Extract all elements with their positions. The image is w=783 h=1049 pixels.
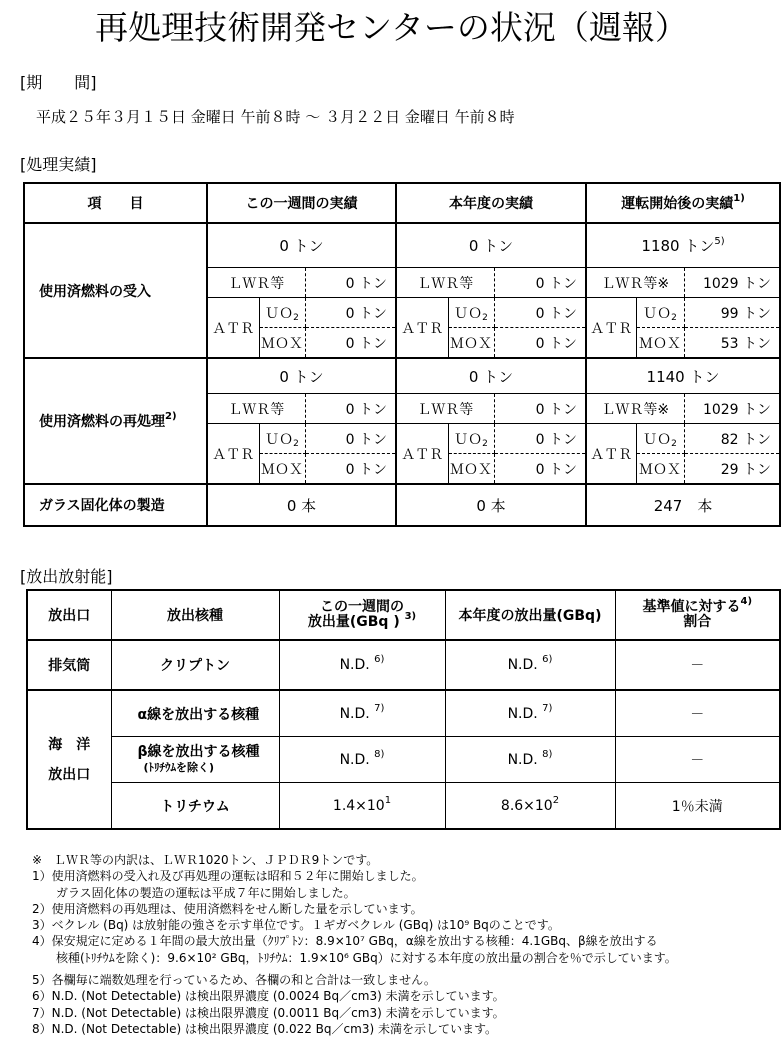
mox-label: ＭＯＸ	[636, 454, 684, 485]
period-heading: [期 間]	[20, 73, 97, 92]
alpha-year	[445, 690, 615, 737]
sea-outlet-line1: 海 洋	[48, 736, 91, 753]
tritium-week	[279, 783, 445, 830]
reprocess-week-lwr: 0 トン	[305, 394, 396, 424]
atr-label: ＡＴＲ	[207, 298, 259, 359]
receipt-year-total: 0 トン	[396, 223, 586, 268]
mox-label: ＭＯＸ	[448, 454, 494, 485]
beta-ratio: －	[615, 737, 780, 783]
tritium-ratio: 1％未満	[615, 783, 780, 830]
mox-label: ＭＯＸ	[259, 328, 305, 359]
stack-outlet: 排気筒	[27, 640, 111, 690]
tritium-year	[445, 783, 615, 830]
lwr-star-label: ＬＷＲ等※	[586, 394, 684, 424]
note-line: 3）ベクレル (Bq) は放射能の強さを示す単位です。１ギガベクレル (GBq) は10⁹ Bqのことです。	[32, 918, 560, 933]
receipt-all-uo2: 99 トン	[684, 298, 780, 328]
reprocess-year-lwr: 0 トン	[494, 394, 586, 424]
note-line: 6）N.D. (Not Detectable) は検出限界濃度 (0.0024 Bq／cm3) 未満を示しています。	[32, 989, 505, 1004]
atr-label: ＡＴＲ	[586, 424, 636, 485]
stack-ratio: －	[615, 640, 780, 690]
tritium-week-exp: 1	[384, 794, 392, 806]
receipt-week-uo2: 0 トン	[305, 298, 396, 328]
beta-year-value: N.D.	[507, 751, 538, 768]
alpha-year-value: N.D.	[507, 705, 538, 722]
col-ratio-line2: 割合	[683, 614, 712, 630]
footnotes	[32, 852, 777, 1037]
uo2-label	[448, 298, 494, 328]
col-item-header: 項 目	[24, 183, 207, 223]
beta-nuclide-text: β線を放出する核種	[137, 743, 260, 760]
col-outlet-header: 放出口	[27, 590, 111, 640]
beta-week-value: N.D.	[339, 751, 370, 768]
col-total-text: 運転開始後の実績	[621, 196, 734, 212]
reprocess-all-total: 1140 トン	[586, 358, 780, 394]
note-ref: 7)	[542, 702, 553, 714]
reprocess-week-mox: 0 トン	[305, 454, 396, 485]
col-week-header: この一週間の実績	[207, 183, 396, 223]
uo2-label	[259, 298, 305, 328]
mox-label: ＭＯＸ	[259, 454, 305, 485]
beta-year	[445, 737, 615, 783]
reprocess-week-uo2: 0 トン	[305, 424, 396, 454]
alpha-ratio: －	[615, 690, 780, 737]
tritium-year-value: 8.6×10	[500, 797, 553, 814]
note-line: ※ ＬＷＲ等の内訳は、ＬＷＲ1020トン、ＪＰＤＲ9トンです。	[32, 853, 379, 867]
col-ratio-header	[615, 590, 780, 640]
note-ref: 8)	[542, 748, 553, 760]
processing-heading: [処理実績]	[20, 155, 97, 174]
note-ref: 6)	[542, 654, 553, 665]
col-ratio-line1: 基準値に対する	[642, 599, 741, 615]
note-line: 4）保安規定に定める１年間の最大放出量（ｸﾘﾌﾟﾄﾝ：8.9×10⁷ GBq，α線を放出する核種：4.1GBq、β線を放出する	[32, 934, 658, 949]
receipt-week-lwr: 0 トン	[305, 268, 396, 298]
receipt-year-lwr: 0 トン	[494, 268, 586, 298]
processing-table	[23, 182, 781, 527]
reprocess-all-lwr: 1029 トン	[684, 394, 780, 424]
reprocess-label-text: 使用済燃料の再処理	[39, 414, 165, 430]
reprocess-label	[24, 358, 207, 484]
uo2-label	[448, 424, 494, 454]
reprocess-year-mox: 0 トン	[494, 454, 586, 485]
alpha-week-value: N.D.	[339, 705, 370, 722]
receipt-week-mox: 0 トン	[305, 328, 396, 359]
note-line: 5）各欄毎に端数処理を行っているため、各欄の和と合計は一致しません。	[32, 973, 436, 988]
receipt-all-lwr: 1029 トン	[684, 268, 780, 298]
uo2-sub: 2	[671, 438, 677, 449]
col-week-release-header	[279, 590, 445, 640]
glass-all: 247 本	[586, 484, 780, 526]
receipt-all-mox: 53 トン	[684, 328, 780, 359]
col-nuclide-header: 放出核種	[111, 590, 279, 640]
note-ref: 2)	[165, 411, 177, 422]
stack-week	[279, 640, 445, 690]
atr-label: ＡＴＲ	[586, 298, 636, 359]
uo2-text: ＵＯ	[454, 431, 483, 448]
col-week-line2-wrap	[280, 611, 445, 630]
sea-outlet-line2: 放出口	[48, 766, 91, 783]
receipt-all-total	[586, 223, 780, 268]
uo2-label	[259, 424, 305, 454]
note-line: 8）N.D. (Not Detectable) は検出限界濃度 (0.022 Bq／cm3) 未満を示しています。	[32, 1021, 497, 1036]
reprocess-week-total: 0 トン	[207, 358, 396, 394]
receipt-label: 使用済燃料の受入	[24, 223, 207, 358]
note-ref: 6)	[374, 654, 385, 665]
mox-label: ＭＯＸ	[636, 328, 684, 359]
stack-year	[445, 640, 615, 690]
note-line: 2）使用済燃料の再処理は、使用済燃料をせん断した量を示しています。	[32, 901, 423, 916]
uo2-text: ＵＯ	[265, 305, 294, 322]
stack-week-value: N.D.	[339, 657, 370, 673]
period-text: 平成２５年３月１５日 金曜日 午前８時 ～ ３月２２日 金曜日 午前８時	[36, 108, 515, 126]
lwr-label: ＬＷＲ等	[396, 268, 494, 298]
receipt-year-uo2: 0 トン	[494, 298, 586, 328]
uo2-sub: 2	[482, 312, 488, 323]
release-table	[26, 589, 781, 830]
uo2-text: ＵＯ	[265, 431, 294, 448]
note-ref: 8)	[374, 748, 385, 760]
note-line: ガラス固化体の製造の運転は平成７年に開始しました。	[32, 885, 356, 900]
note-ref: 7)	[374, 702, 385, 714]
tritium-week-value: 1.4×10	[332, 797, 385, 814]
col-total-header	[586, 183, 780, 223]
receipt-year-mox: 0 トン	[494, 328, 586, 359]
beta-nuclide-sub: (ﾄﾘﾁｳﾑを除く)	[143, 760, 215, 774]
stack-year-value: N.D.	[507, 657, 538, 673]
atr-label: ＡＴＲ	[396, 298, 448, 359]
tritium-year-exp: 2	[552, 794, 560, 806]
reprocess-year-total: 0 トン	[396, 358, 586, 394]
reprocess-year-uo2: 0 トン	[494, 424, 586, 454]
uo2-label	[636, 424, 684, 454]
uo2-sub: 2	[293, 312, 299, 323]
alpha-nuclide: α線を放出する核種	[111, 690, 279, 737]
receipt-all-total-value: 1180 トン	[641, 237, 715, 255]
uo2-sub: 2	[293, 438, 299, 449]
col-week-line2: 放出量(GBq )	[307, 614, 400, 630]
col-ratio-line1-wrap	[616, 596, 780, 615]
lwr-star-label: ＬＷＲ等※	[586, 268, 684, 298]
note-ref: 5)	[714, 236, 725, 247]
uo2-sub: 2	[671, 312, 677, 323]
mox-label: ＭＯＸ	[448, 328, 494, 359]
note-line: 7）N.D. (Not Detectable) は検出限界濃度 (0.0011 Bq／cm3) 未満を示しています。	[32, 1005, 505, 1020]
beta-week	[279, 737, 445, 783]
col-year-header: 本年度の実績	[396, 183, 586, 223]
atr-label: ＡＴＲ	[207, 424, 259, 485]
glass-week: 0 本	[207, 484, 396, 526]
alpha-week	[279, 690, 445, 737]
reprocess-all-uo2: 82 トン	[684, 424, 780, 454]
note-ref: 4)	[740, 596, 753, 607]
note-ref: 1)	[733, 193, 745, 204]
tritium-nuclide: トリチウム	[111, 783, 279, 830]
release-heading: [放出放射能]	[20, 567, 113, 586]
lwr-label: ＬＷＲ等	[207, 268, 305, 298]
uo2-label	[636, 298, 684, 328]
page-title: 再処理技術開発センターの状況（週報）	[95, 8, 688, 47]
lwr-label: ＬＷＲ等	[396, 394, 494, 424]
note-ref: 3)	[404, 611, 417, 622]
reprocess-all-mox: 29 トン	[684, 454, 780, 485]
uo2-text: ＵＯ	[454, 305, 483, 322]
glass-label: ガラス固化体の製造	[24, 484, 207, 526]
glass-year: 0 本	[396, 484, 586, 526]
col-week-line1: この一週間の	[320, 599, 404, 615]
note-line: 1）使用済燃料の受入れ及び再処理の運転は昭和５２年に開始しました。	[32, 869, 424, 884]
col-year-release-header: 本年度の放出量(GBq)	[445, 590, 615, 640]
uo2-sub: 2	[482, 438, 488, 449]
receipt-week-total: 0 トン	[207, 223, 396, 268]
atr-label: ＡＴＲ	[396, 424, 448, 485]
uo2-text: ＵＯ	[643, 305, 672, 322]
note-line: 核種(ﾄﾘﾁｳﾑを除く)：9.6×10² GBq，ﾄﾘﾁｳﾑ：1.9×10⁶ GBq）に対する本年度の放出量の割合を％で示しています。	[32, 950, 677, 965]
stack-nuclide: クリプトン	[111, 640, 279, 690]
beta-nuclide	[111, 737, 279, 783]
sea-outlet	[27, 690, 111, 829]
uo2-text: ＵＯ	[643, 431, 672, 448]
lwr-label: ＬＷＲ等	[207, 394, 305, 424]
